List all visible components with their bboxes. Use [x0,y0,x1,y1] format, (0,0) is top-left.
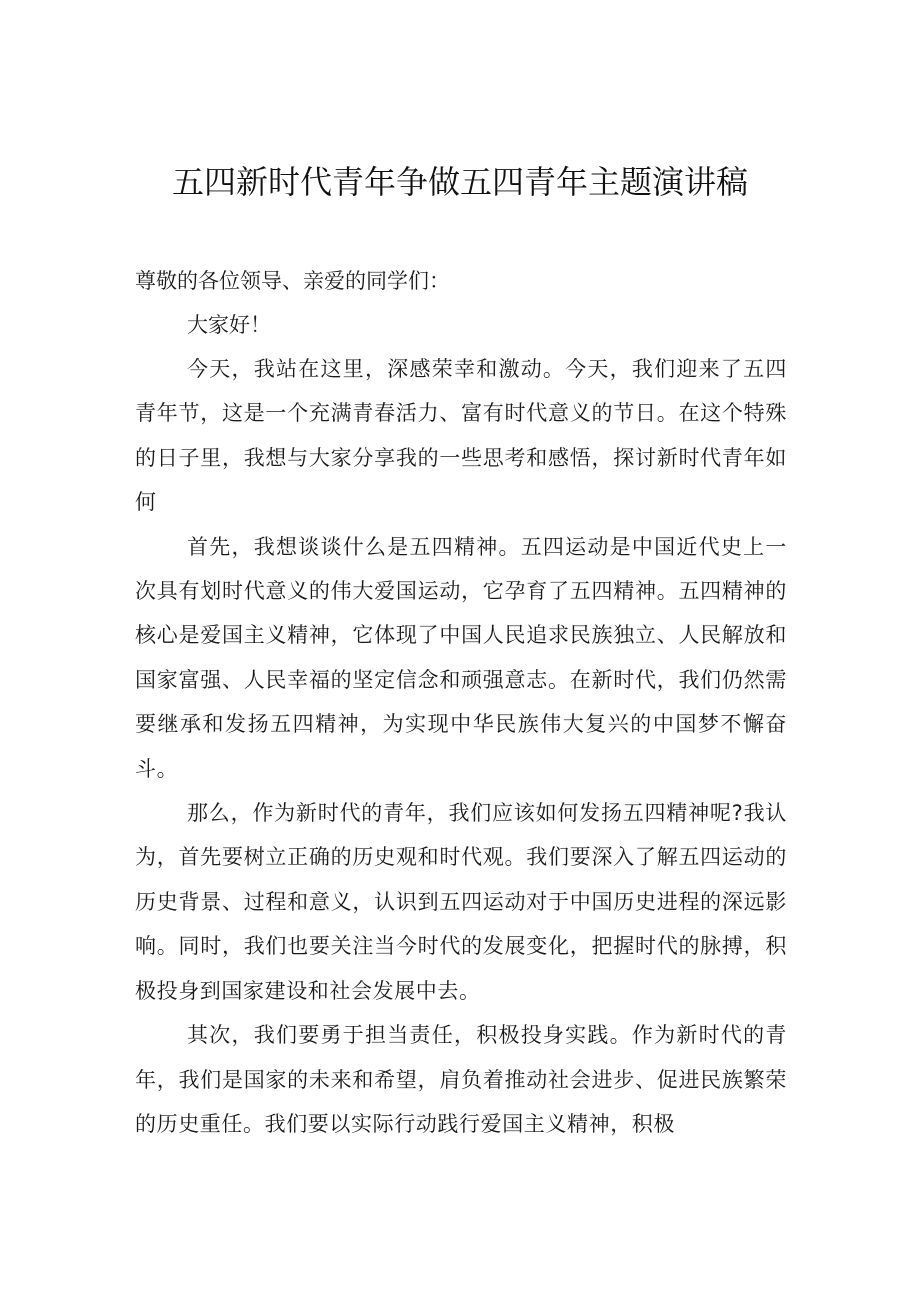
document-title: 五四新时代青年争做五四青年主题演讲稿 [171,163,748,201]
salutation: 尊敬的各位领导、亲爱的同学们： [135,269,450,293]
paragraph: 今天，我站在这里，深感荣幸和激动。今天，我们迎来了五四青年节，这是一个充满青春活力、富有时代意义的节日。在这个特殊的日子里，我想与大家分享我的一些思考和感悟，探讨新时代青年如何 [135,357,787,515]
paragraph: 那么，作为新时代的青年，我们应该如何发扬五四精神呢?我认为，首先要树立正确的历史观和时代观。我们要深入了解五四运动的历史背景、过程和意义，认识到五四运动对于中国历史进程的深远影响。同时，我们也要关注当今时代的发展变化，把握时代的脉搏，积极投身到国家建设和社会发展中去。 [135,801,787,1003]
document-body [135,259,787,1146]
paragraph: 首先，我想谈谈什么是五四精神。五四运动是中国近代史上一次具有划时代意义的伟大爱国运动，它孕育了五四精神。五四精神的核心是爱国主义精神，它体现了中国人民追求民族独立、人民解放和国家富强、人民幸福的坚定信念和顽强意志。在新时代，我们仍然需要继承和发扬五四精神，为实现中华民族伟大复兴的中国梦不懈奋斗。 [135,534,787,781]
paragraph: 其次，我们要勇于担当责任，积极投身实践。作为新时代的青年，我们是国家的未来和希望，肩负着推动社会进步、促进民族繁荣的历史重任。我们要以实际行动践行爱国主义精神，积极 [135,1023,787,1136]
greeting: 大家好！ [187,313,271,337]
